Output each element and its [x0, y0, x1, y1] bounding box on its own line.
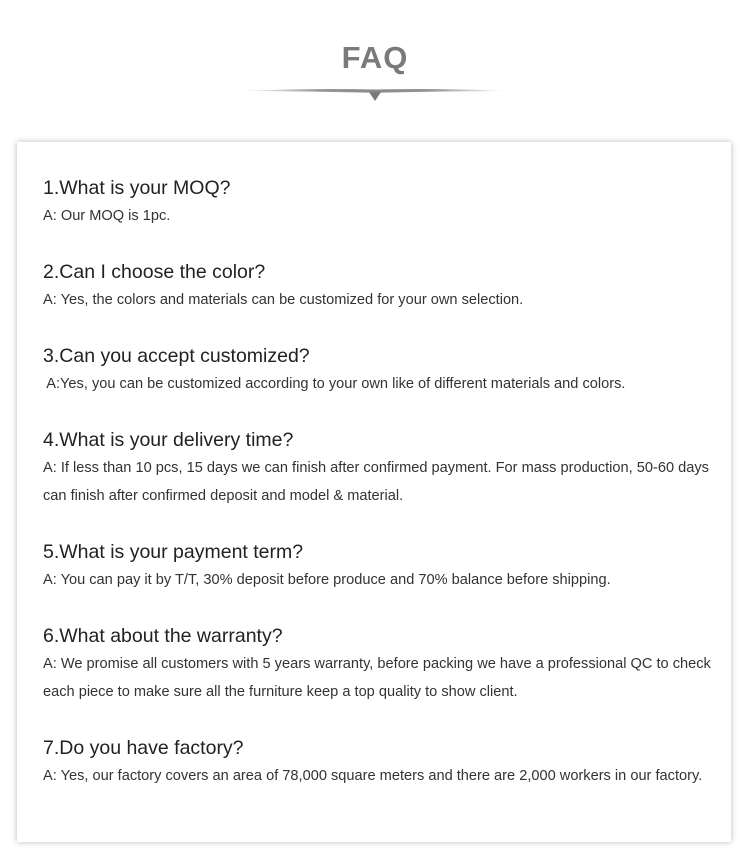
faq-item: [43, 342, 715, 398]
faq-answer: A: Our MOQ is 1pc.: [43, 208, 171, 224]
page-title: FAQ: [341, 40, 409, 75]
faq-question: 3.Can you accept customized?: [43, 345, 310, 367]
faq-answer: A: If less than 10 pcs, 15 days we can finish after confirmed payment. For mass production, 50-60 days can finish after confirmed deposit and model & material.: [43, 460, 709, 504]
faq-card: [17, 142, 731, 842]
faq-answer: A:Yes, you can be customized according to your own like of different materials and colors.: [43, 376, 626, 392]
faq-question: 4.What is your delivery time?: [43, 429, 294, 451]
faq-question: 1.What is your MOQ?: [43, 177, 231, 199]
faq-answer: A: You can pay it by T/T, 30% deposit before produce and 70% balance before shipping.: [43, 572, 611, 588]
faq-list: [17, 142, 731, 842]
faq-item: [43, 622, 715, 706]
title-divider-arrow-icon: [240, 86, 510, 106]
faq-item: [43, 426, 715, 510]
faq-question: 6.What about the warranty?: [43, 625, 283, 647]
faq-item: [43, 734, 715, 790]
faq-item: [43, 258, 715, 314]
faq-question: 5.What is your payment term?: [43, 541, 304, 563]
faq-question: 7.Do you have factory?: [43, 737, 244, 759]
faq-item: [43, 538, 715, 594]
faq-item: [43, 174, 715, 230]
faq-header: [0, 0, 750, 130]
faq-answer: A: Yes, our factory covers an area of 78,000 square meters and there are 2,000 workers in our factory.: [43, 768, 703, 784]
faq-answer: A: We promise all customers with 5 years warranty, before packing we have a professional QC to check each piece to make sure all the furniture keep a top quality to show client.: [43, 656, 711, 700]
faq-question: 2.Can I choose the color?: [43, 261, 266, 283]
faq-answer: A: Yes, the colors and materials can be customized for your own selection.: [43, 292, 524, 308]
